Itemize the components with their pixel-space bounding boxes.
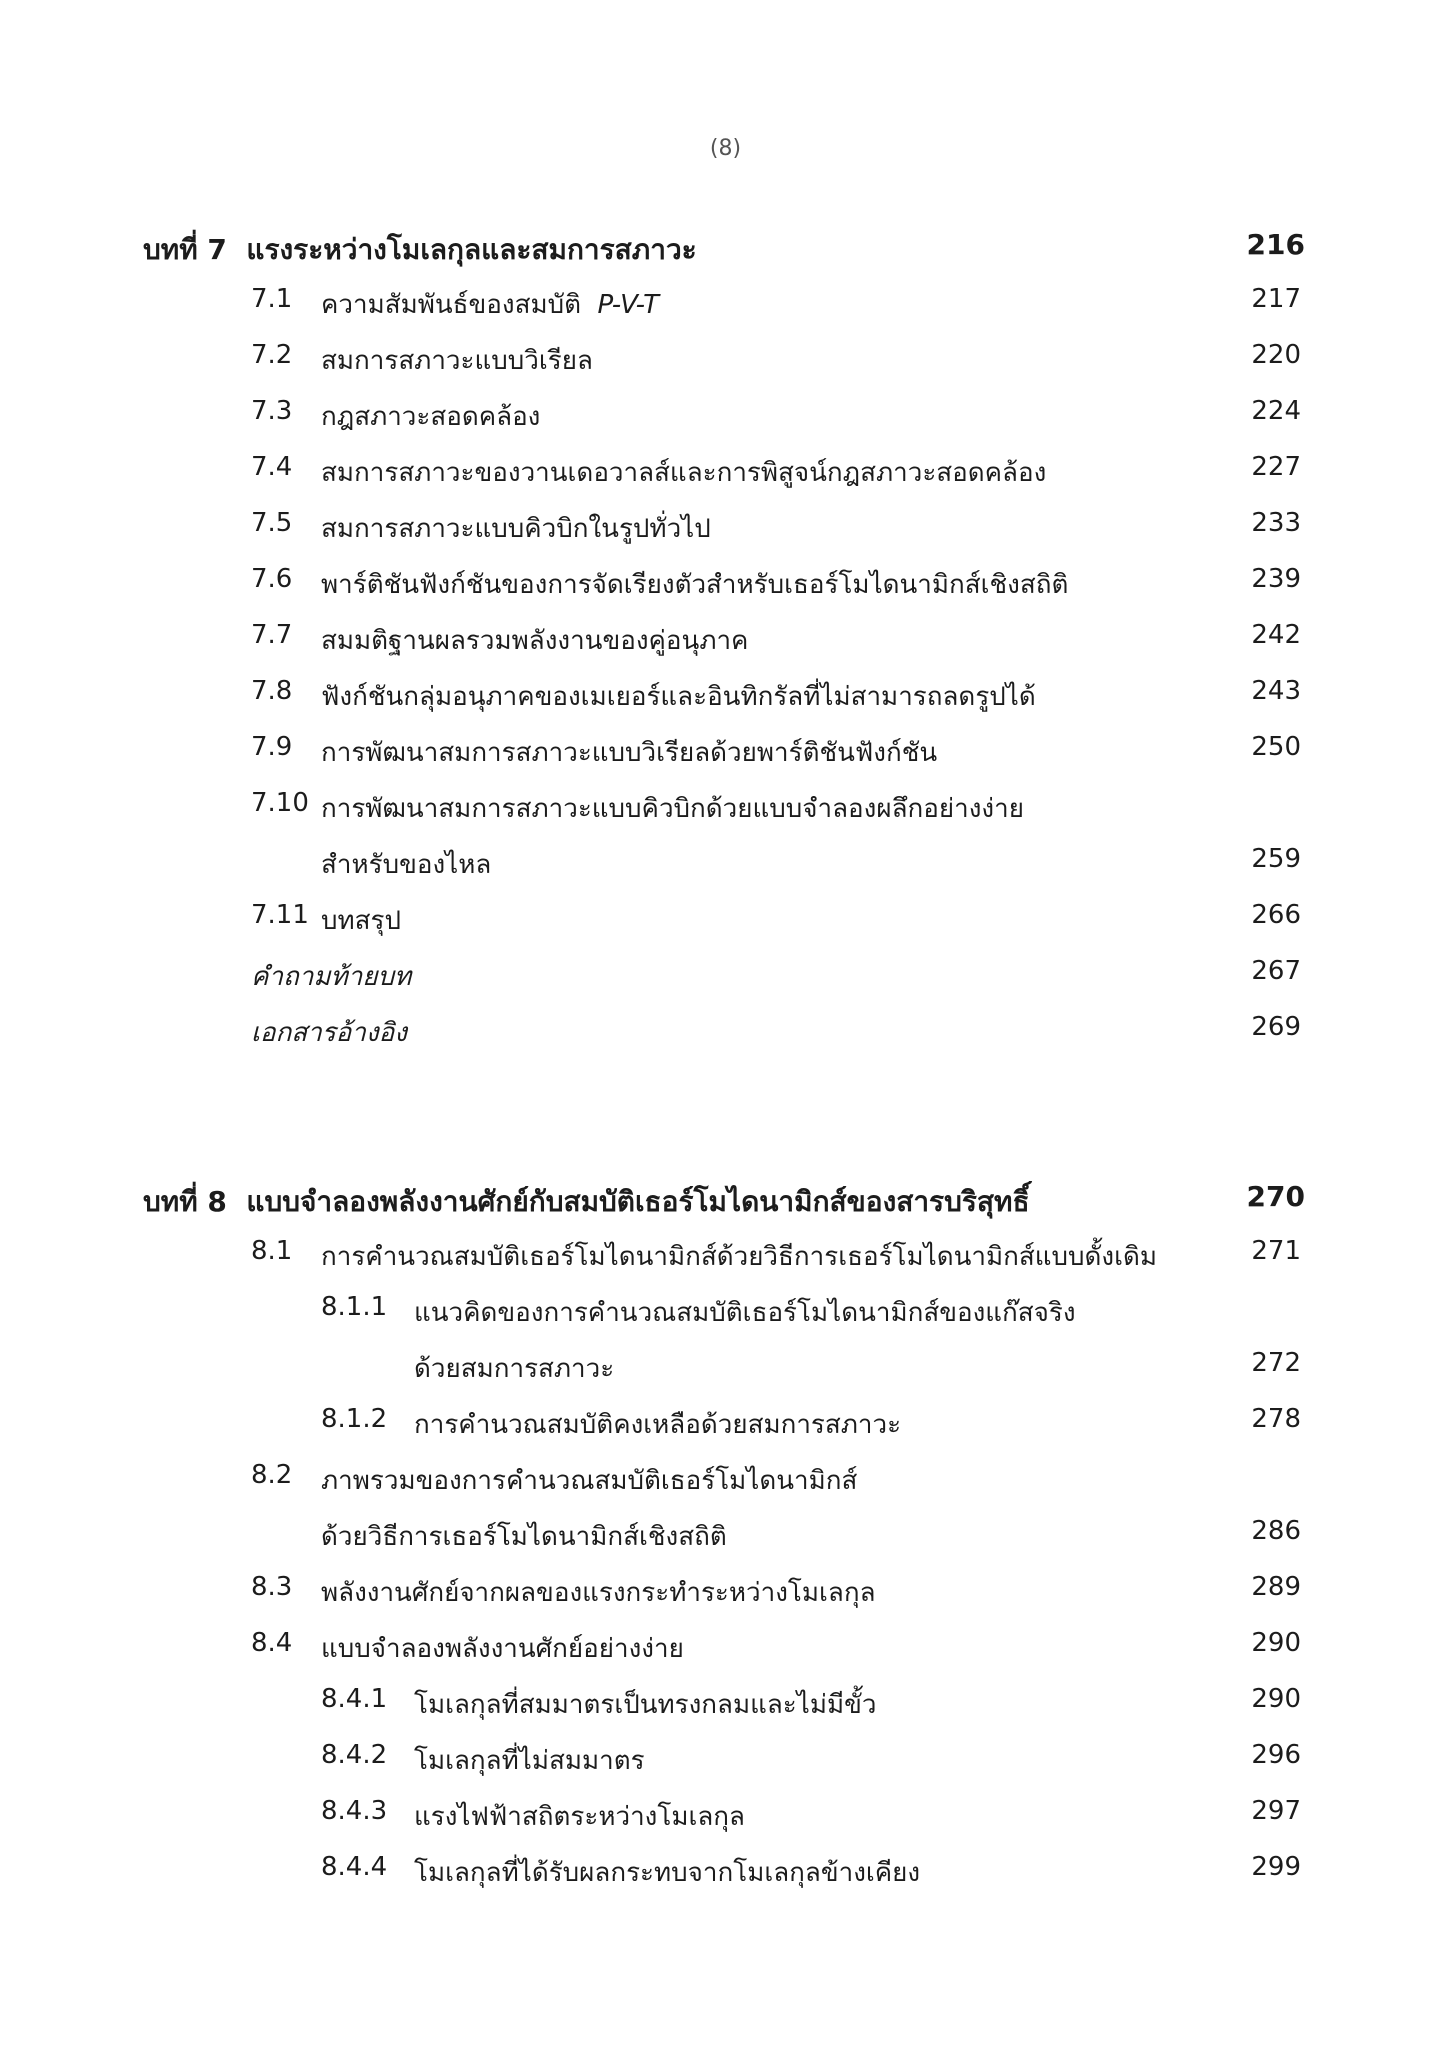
entry-number: 8.4.2 bbox=[321, 1740, 388, 1770]
entry-page: 278 bbox=[1251, 1404, 1301, 1434]
entry-number: 7.4 bbox=[251, 452, 293, 482]
toc-entry bbox=[0, 620, 1451, 676]
toc-subentry bbox=[0, 1684, 1451, 1740]
entry-page: 299 bbox=[1251, 1852, 1301, 1882]
entry-title: โมเลกุลที่สมมาตรเป็นทรงกลมและไม่มีขั้ว bbox=[414, 1690, 877, 1720]
toc-entry bbox=[0, 788, 1451, 844]
entry-page: 266 bbox=[1251, 900, 1301, 930]
toc-subentry-continuation bbox=[0, 1348, 1451, 1404]
entry-title: กฎสภาวะสอดคล้อง bbox=[321, 402, 541, 432]
toc-subentry bbox=[0, 1852, 1451, 1908]
entry-page: 259 bbox=[1251, 844, 1301, 874]
entry-number: 8.1.1 bbox=[321, 1292, 388, 1322]
entry-page: 243 bbox=[1251, 676, 1301, 706]
entry-page: 217 bbox=[1251, 284, 1301, 314]
entry-title: สมการสภาวะแบบคิวบิกในรูปทั่วไป bbox=[321, 514, 711, 544]
entry-page: 290 bbox=[1251, 1628, 1301, 1658]
chapter-7-section bbox=[0, 228, 1451, 284]
entry-title: สมมติฐานผลรวมพลังงานของคู่อนุภาค bbox=[321, 626, 749, 656]
toc-entry bbox=[0, 900, 1451, 956]
entry-title: โมเลกุลที่ไม่สมมาตร bbox=[414, 1746, 645, 1776]
toc-entry-continuation bbox=[0, 1516, 1451, 1572]
entry-title: การคำนวณสมบัติคงเหลือด้วยสมการสภาวะ bbox=[414, 1410, 902, 1440]
entry-page: 296 bbox=[1251, 1740, 1301, 1770]
entry-page: 286 bbox=[1251, 1516, 1301, 1546]
entry-title: ฟังก์ชันกลุ่มอนุภาคของเมเยอร์และอินทิกรัลที่ไม่สามารถลดรูปได้ bbox=[321, 682, 1036, 712]
chapter-7-heading bbox=[0, 228, 1451, 284]
entry-title: การคำนวณสมบัติเธอร์โมไดนามิกส์ด้วยวิธีการเธอร์โมไดนามิกส์แบบดั้งเดิม bbox=[321, 1242, 1157, 1272]
toc-entry-continuation bbox=[0, 844, 1451, 900]
chapter-7-page: 216 bbox=[1246, 228, 1305, 261]
extra-title: เอกสารอ้างอิง bbox=[251, 1018, 407, 1048]
toc-entry bbox=[0, 284, 1451, 340]
chapter-8-title: แบบจำลองพลังงานศักย์กับสมบัติเธอร์โมไดนามิกส์ของสารบริสุทธิ์ bbox=[246, 1185, 1030, 1218]
toc-entry bbox=[0, 1628, 1451, 1684]
entry-number: 7.7 bbox=[251, 620, 293, 650]
entry-title bbox=[321, 284, 659, 325]
toc-entry bbox=[0, 676, 1451, 732]
entry-page: 272 bbox=[1251, 1348, 1301, 1378]
entry-number: 8.1.2 bbox=[321, 1404, 388, 1434]
entry-page: 297 bbox=[1251, 1796, 1301, 1826]
chapter-7-title: แรงระหว่างโมเลกุลและสมการสภาวะ bbox=[246, 233, 697, 266]
toc-subentry bbox=[0, 1292, 1451, 1348]
toc-entry bbox=[0, 508, 1451, 564]
entry-number: 7.11 bbox=[251, 900, 309, 930]
entry-number: 8.4.4 bbox=[321, 1852, 388, 1882]
entry-title: แรงไฟฟ้าสถิตระหว่างโมเลกุล bbox=[414, 1802, 745, 1832]
toc-entry bbox=[0, 732, 1451, 788]
entry-page: 239 bbox=[1251, 564, 1301, 594]
entry-title: โมเลกุลที่ได้รับผลกระทบจากโมเลกุลข้างเคียง bbox=[414, 1858, 921, 1888]
chapter-8-entries bbox=[0, 1236, 1451, 1908]
entry-title-continued: ด้วยสมการสภาวะ bbox=[414, 1354, 615, 1384]
entry-page: 233 bbox=[1251, 508, 1301, 538]
entry-page: 290 bbox=[1251, 1684, 1301, 1714]
entry-page: 220 bbox=[1251, 340, 1301, 370]
entry-page: 250 bbox=[1251, 732, 1301, 762]
chapter-8-page: 270 bbox=[1246, 1180, 1305, 1213]
entry-title: การพัฒนาสมการสภาวะแบบวิเรียลด้วยพาร์ติชันฟังก์ชัน bbox=[321, 738, 938, 768]
page-number: (8) bbox=[709, 136, 742, 161]
toc-entry bbox=[0, 396, 1451, 452]
chapter-8-section bbox=[0, 1180, 1451, 1236]
toc-subentry bbox=[0, 1404, 1451, 1460]
entry-title: พาร์ติชันฟังก์ชันของการจัดเรียงตัวสำหรับเธอร์โมไดนามิกส์เชิงสถิติ bbox=[321, 570, 1069, 600]
entry-number: 8.4.1 bbox=[321, 1684, 388, 1714]
entry-title: แบบจำลองพลังงานศักย์อย่างง่าย bbox=[321, 1634, 684, 1664]
entry-title: บทสรุป bbox=[321, 906, 401, 936]
toc-entry bbox=[0, 452, 1451, 508]
entry-title: สมการสภาวะแบบวิเรียล bbox=[321, 346, 593, 376]
entry-title: สมการสภาวะของวานเดอวาลส์และการพิสูจน์กฎสภาวะสอดคล้อง bbox=[321, 458, 1047, 488]
entry-title-text: ความสัมพันธ์ของสมบัติ bbox=[321, 290, 581, 320]
entry-title: ภาพรวมของการคำนวณสมบัติเธอร์โมไดนามิกส์ bbox=[321, 1466, 858, 1496]
toc-entry bbox=[0, 564, 1451, 620]
chapter-7-entries bbox=[0, 284, 1451, 1068]
entry-page: 227 bbox=[1251, 452, 1301, 482]
chapter-7-label: บทที่ 7 bbox=[143, 233, 227, 266]
toc-extra-entry bbox=[0, 1012, 1451, 1068]
entry-number: 7.6 bbox=[251, 564, 293, 594]
toc-entry bbox=[0, 1460, 1451, 1516]
chapter-7-title-line bbox=[143, 228, 697, 272]
entry-number: 7.3 bbox=[251, 396, 293, 426]
entry-page: 271 bbox=[1251, 1236, 1301, 1266]
entry-title-suffix: P-V-T bbox=[597, 290, 660, 320]
entry-title-continued: ด้วยวิธีการเธอร์โมไดนามิกส์เชิงสถิติ bbox=[321, 1522, 727, 1552]
toc-extra-entry bbox=[0, 956, 1451, 1012]
entry-number: 7.5 bbox=[251, 508, 293, 538]
chapter-8-label: บทที่ 8 bbox=[143, 1185, 227, 1218]
entry-page: 224 bbox=[1251, 396, 1301, 426]
entry-title-continued: สำหรับของไหล bbox=[321, 850, 492, 880]
entry-number: 8.4 bbox=[251, 1628, 293, 1658]
extra-title: คำถามท้ายบท bbox=[251, 962, 412, 992]
entry-title: แนวคิดของการคำนวณสมบัติเธอร์โมไดนามิกส์ของแก๊สจริง bbox=[414, 1298, 1076, 1328]
chapter-8-heading bbox=[0, 1180, 1451, 1236]
extra-page: 269 bbox=[1251, 1012, 1301, 1042]
entry-title: การพัฒนาสมการสภาวะแบบคิวบิกด้วยแบบจำลองผลึกอย่างง่าย bbox=[321, 794, 1024, 824]
entry-number: 7.10 bbox=[251, 788, 309, 818]
entry-title: พลังงานศักย์จากผลของแรงกระทำระหว่างโมเลกุล bbox=[321, 1578, 876, 1608]
entry-number: 8.2 bbox=[251, 1460, 293, 1490]
entry-number: 8.4.3 bbox=[321, 1796, 388, 1826]
toc-subentry bbox=[0, 1796, 1451, 1852]
toc-subentry bbox=[0, 1740, 1451, 1796]
entry-number: 7.1 bbox=[251, 284, 293, 314]
chapter-8-title-line bbox=[143, 1180, 1030, 1224]
extra-page: 267 bbox=[1251, 956, 1301, 986]
entry-number: 7.9 bbox=[251, 732, 293, 762]
entry-number: 7.8 bbox=[251, 676, 293, 706]
toc-entry bbox=[0, 1572, 1451, 1628]
entry-page: 289 bbox=[1251, 1572, 1301, 1602]
entry-number: 8.1 bbox=[251, 1236, 293, 1266]
entry-number: 8.3 bbox=[251, 1572, 293, 1602]
toc-entry bbox=[0, 340, 1451, 396]
entry-number: 7.2 bbox=[251, 340, 293, 370]
toc-entry bbox=[0, 1236, 1451, 1292]
entry-page: 242 bbox=[1251, 620, 1301, 650]
